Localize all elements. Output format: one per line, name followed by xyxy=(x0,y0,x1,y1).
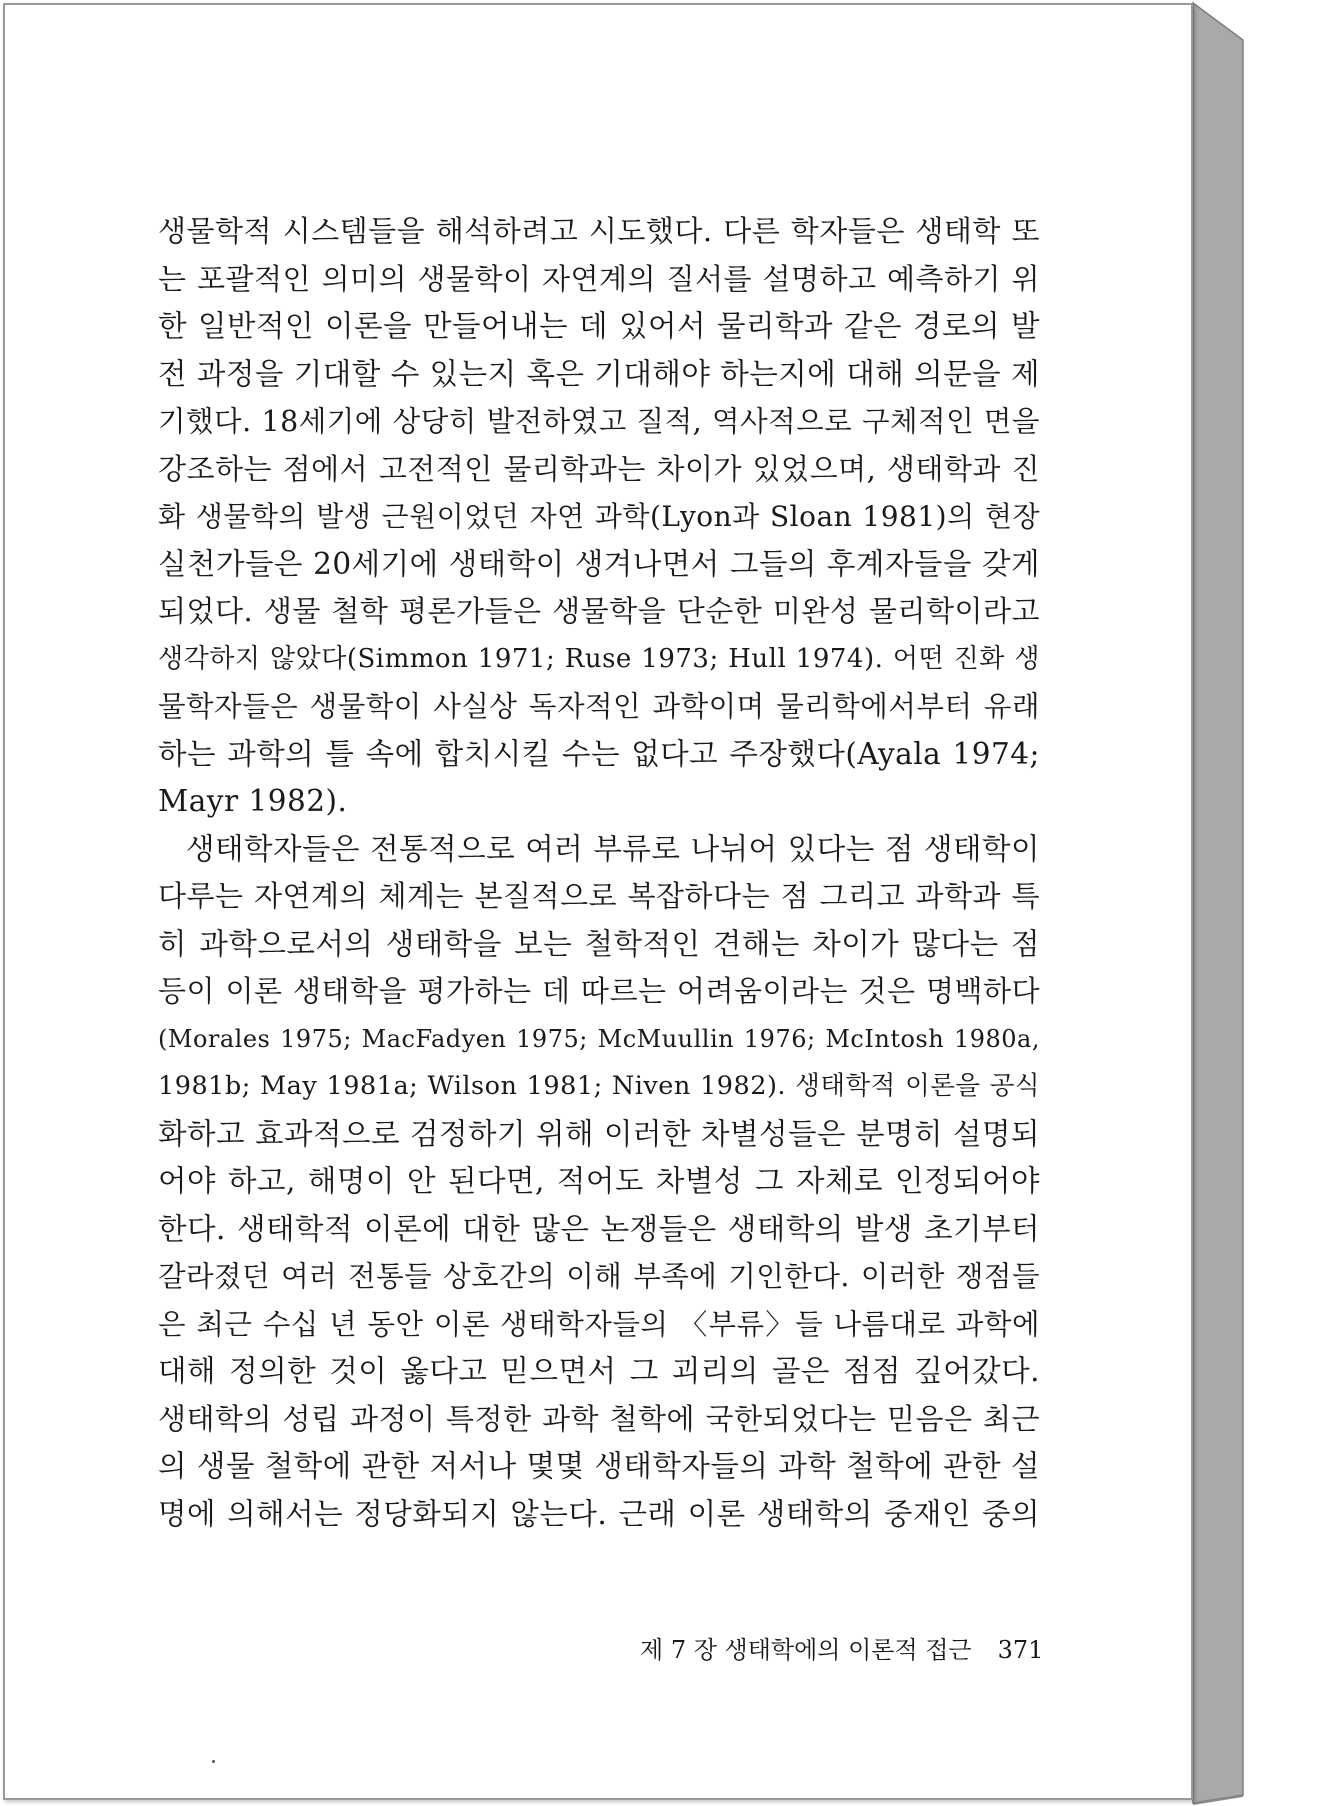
text-line: (Morales 1975; MacFadyen 1975; McMuullin 1976; McIntosh 1980a, xyxy=(158,1024,1040,1053)
text-line: 다루는 자연계의 체계는 본질적으로 복잡하다는 점 그리고 과학과 특 xyxy=(158,879,1040,913)
text-line: 화 생물학의 발생 근원이었던 자연 과학(Lyon과 Sloan 1981)의 현장 xyxy=(158,500,1040,533)
text-line: 되었다. 생물 철학 평론가들은 생물학을 단순한 미완성 물리학이라고 xyxy=(158,594,1040,628)
text-line: 한다. 생태학적 이론에 대한 많은 논쟁들은 생태학의 발생 초기부터 xyxy=(158,1211,1040,1246)
text-line: 대해 정의한 것이 옳다고 믿으면서 그 괴리의 골은 점점 깊어갔다. xyxy=(158,1354,1040,1388)
text-line: 실천가들은 20세기에 생태학이 생겨나면서 그들의 후계자들을 갖게 xyxy=(158,546,1040,581)
text-line: 기했다. 18세기에 상당히 발전하였고 질적, 역사적으로 구체적인 면을 xyxy=(158,405,1040,438)
text-line: 명에 의해서는 정당화되지 않는다. 근래 이론 생태학의 중재인 중의 xyxy=(158,1496,1040,1531)
running-footer xyxy=(640,1630,1044,1665)
text-line: 생태학의 성립 과정이 특정한 과학 철학에 국한되었다는 믿음은 최근 xyxy=(158,1401,1040,1436)
text-line: 화하고 효과적으로 검정하기 위해 이러한 차별성들은 분명히 설명되 xyxy=(158,1116,1040,1151)
text-line: 1981b; May 1981a; Wilson 1981; Niven 1982). 생태학적 이론을 공식 xyxy=(158,1071,1040,1101)
text-line: 등이 이론 생태학을 평가하는 데 따르는 어려움이라는 것은 명백하다 xyxy=(158,974,1040,1008)
text-line: 강조하는 점에서 고전적인 물리학과는 차이가 있었으며, 생태학과 진 xyxy=(158,451,1040,486)
text-line: 어야 하고, 해명이 안 된다면, 적어도 차별성 그 자체로 인정되어야 xyxy=(158,1164,1040,1198)
text-line: 의 생물 철학에 관한 저서나 몇몇 생태학자들의 과학 철학에 관한 설 xyxy=(158,1449,1040,1483)
paragraph xyxy=(158,826,1040,1539)
text-line: 생물학적 시스템들을 해석하려고 시도했다. 다른 학자들은 생태학 또 xyxy=(158,214,1040,248)
text-line: 갈라졌던 여러 전통들 상호간의 이해 부족에 기인한다. 이러한 쟁점들 xyxy=(158,1260,1040,1293)
text-line: 는 포괄적인 의미의 생물학이 자연계의 질서를 설명하고 예측하기 위 xyxy=(158,261,1040,296)
page-number: 371 xyxy=(997,1636,1044,1664)
text-line: 하는 과학의 틀 속에 합치시킬 수는 없다고 주장했다(Ayala 1974; xyxy=(158,736,1040,771)
text-line: 생태학자들은 전통적으로 여러 부류로 나뉘어 있다는 점 생태학이 xyxy=(186,831,1040,866)
text-line: 은 최근 수십 년 동안 이론 생태학자들의 〈부류〉들 나름대로 과학에 xyxy=(158,1307,1040,1341)
text-line: 한 일반적인 이론을 만들어내는 데 있어서 물리학과 같은 경로의 발 xyxy=(158,309,1040,343)
text-line: 전 과정을 기대할 수 있는지 혹은 기대해야 하는지에 대해 의문을 제 xyxy=(158,356,1040,391)
text-line: 물학자들은 생물학이 사실상 독자적인 과학이며 물리학에서부터 유래 xyxy=(158,690,1040,723)
text-line: 생각하지 않았다(Simmon 1971; Ruse 1973; Hull 1974). 어떤 진화 생 xyxy=(158,643,1040,674)
text-line: 히 과학으로서의 생태학을 보는 철학적인 견해는 차이가 많다는 점 xyxy=(158,926,1040,961)
paragraph xyxy=(158,208,1040,826)
chapter-title: 제 7 장 생태학에의 이론적 접근 xyxy=(640,1636,972,1664)
scan-speck xyxy=(212,1760,215,1763)
body-text xyxy=(158,208,1040,1538)
text-line: Mayr 1982). xyxy=(158,784,348,818)
